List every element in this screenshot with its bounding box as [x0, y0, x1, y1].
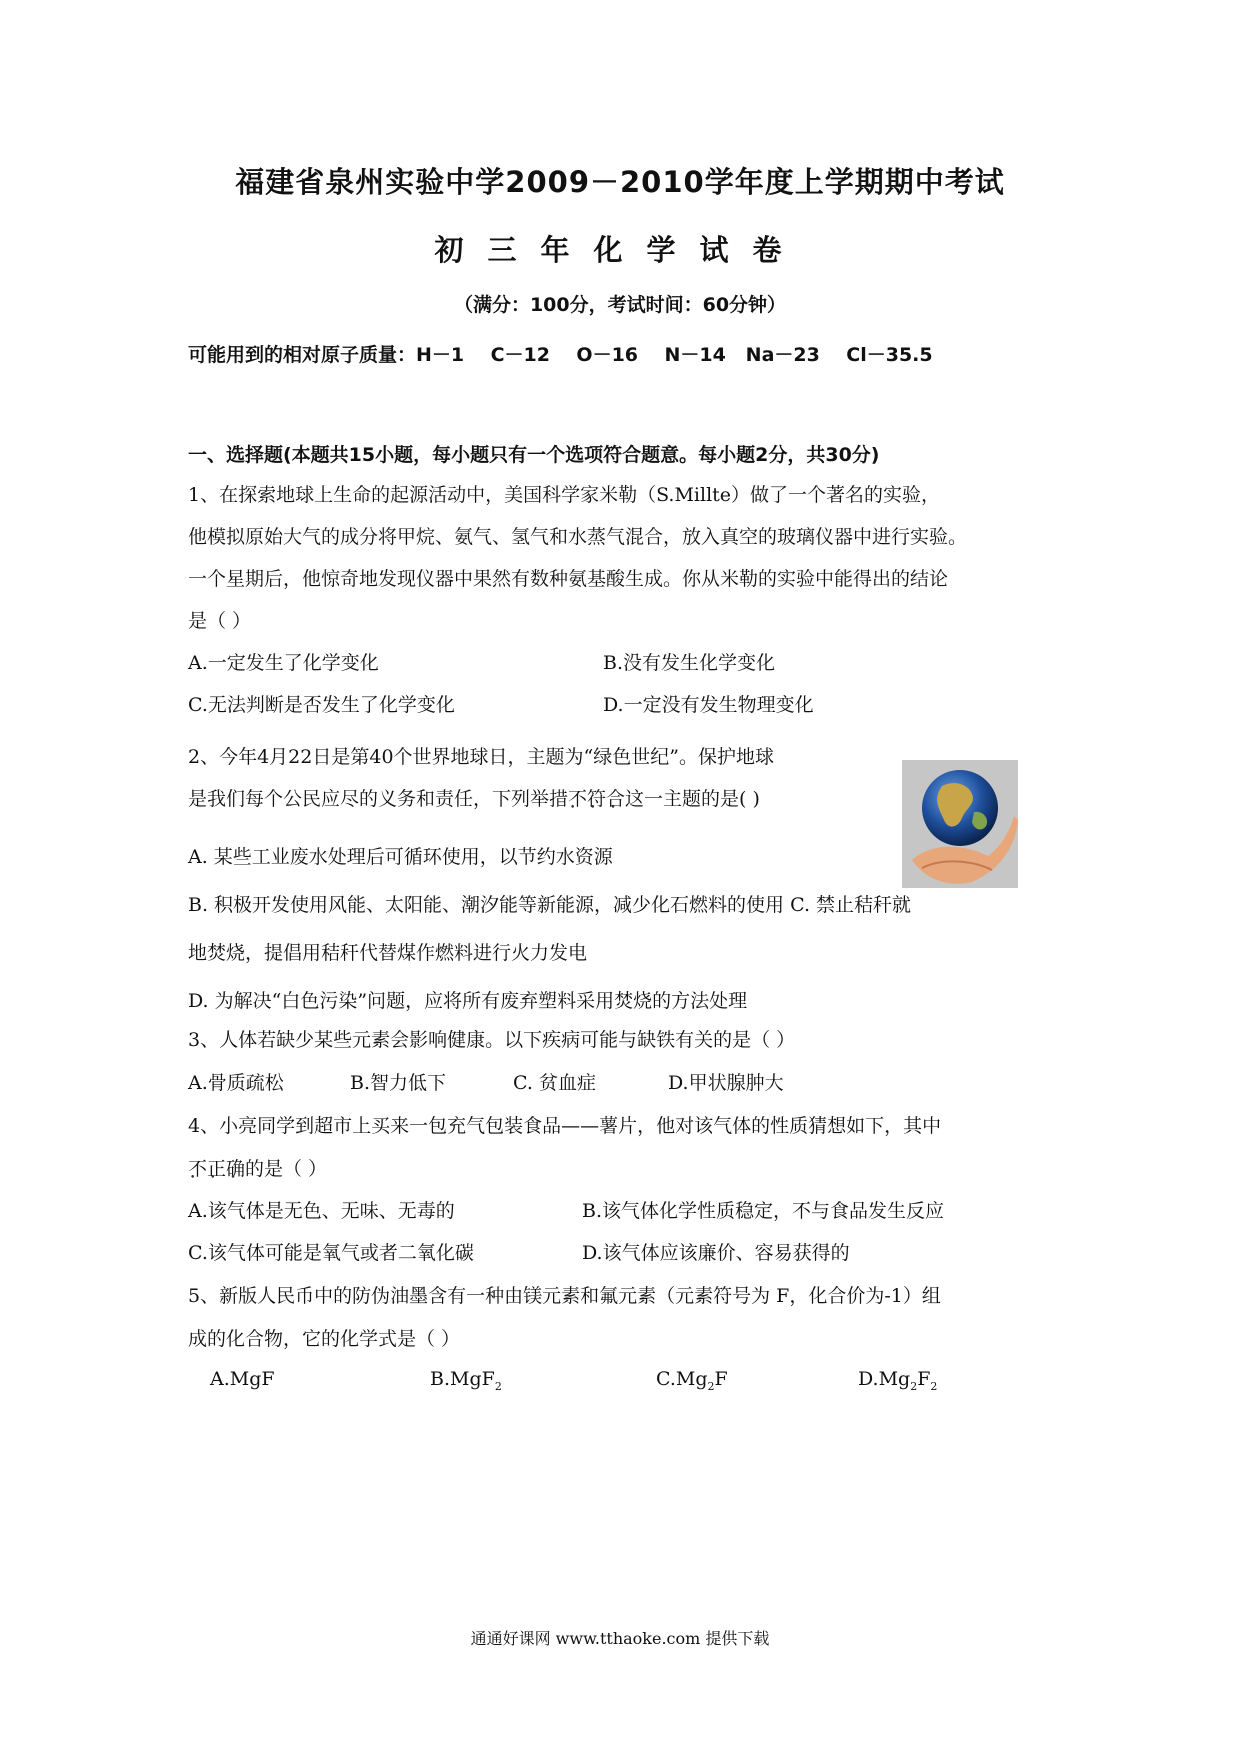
score-info: （满分：100分，考试时间：60分钟） — [453, 294, 787, 316]
q1-line-4: 是（ ） — [188, 610, 252, 632]
q5-option-c — [656, 1368, 728, 1393]
q3-option-b: B.智力低下 — [350, 1072, 447, 1094]
q3-option-a: A.骨质疏松 — [188, 1072, 284, 1094]
q4-option-b: B.该气体化学性质稳定，不与食品发生反应 — [582, 1200, 945, 1222]
q2-line-1: 2、今年4月22日是第40个世界地球日，主题为“绿色世纪”。保护地球 — [188, 746, 774, 768]
q5-option-b-text: B.MgF — [430, 1368, 495, 1390]
q5-line-2: 成的化合物，它的化学式是（ ） — [188, 1328, 461, 1350]
q2-line-2-start: 是我们每个公民应尽的义务和责任，下列举措 — [188, 788, 569, 810]
q2-emphasis: 不符合 • • • — [568, 784, 625, 811]
q1-option-a: A.一定发生了化学变化 — [188, 652, 379, 674]
q2-line-2-end: 这一主题的是( ) — [625, 788, 760, 810]
q5-option-d — [858, 1368, 937, 1393]
q2-option-c-cont: 地焚烧，提倡用秸秆代替煤作燃料进行火力发电 — [188, 942, 588, 964]
section-title: 一、选择题(本题共15小题，每小题只有一个选项符合题意。每小题2分，共30分) — [188, 444, 880, 466]
q5-option-b — [430, 1368, 502, 1393]
q5-option-b-sub: 2 — [494, 1379, 502, 1393]
q5-option-a: A.MgF — [210, 1368, 275, 1390]
q5-line-1: 5、新版人民币中的防伪油墨含有一种由镁元素和氟元素（元素符号为 F，化合价为-1）组 — [188, 1285, 941, 1307]
q5-option-c-text: C.Mg — [656, 1368, 708, 1390]
q1-option-c: C.无法判断是否发生了化学变化 — [188, 694, 455, 716]
earth-icon — [902, 760, 1018, 888]
q5-option-d-sub-1: 2 — [910, 1379, 918, 1393]
q2-option-d: D. 为解决“白色污染”问题，应将所有废弃塑料采用焚烧的方法处理 — [188, 990, 748, 1012]
q5-option-d-mid: F — [917, 1368, 931, 1390]
atomic-masses: 可能用到的相对原子质量：H－1 C－12 O－16 N－14 Na－23 Cl－35.5 — [188, 344, 933, 366]
q4-line-2 — [188, 1154, 327, 1181]
q4-option-d: D.该气体应该廉价、容易获得的 — [582, 1242, 850, 1264]
q4-emphasis: 不正确 • • • — [188, 1154, 245, 1181]
exam-title: 福建省泉州实验中学2009－2010学年度上学期期中考试 — [235, 165, 1005, 199]
q2-option-a: A. 某些工业废水处理后可循环使用，以节约水资源 — [188, 846, 613, 868]
q4-line-2-end: 的是（ ） — [245, 1158, 328, 1180]
q3-option-c: C. 贫血症 — [513, 1072, 596, 1094]
q5-option-c-sub: 2 — [707, 1379, 715, 1393]
q5-option-d-sub-2: 2 — [930, 1379, 938, 1393]
footer-credit: 通通好课网 www.tthaoke.com 提供下载 — [470, 1629, 770, 1648]
q3-line-1: 3、人体若缺少某些元素会影响健康。以下疾病可能与缺铁有关的是（ ） — [188, 1029, 796, 1051]
q2-option-b: B. 积极开发使用风能、太阳能、潮汐能等新能源，减少化石燃料的使用 C. 禁止秸秆就 — [188, 894, 912, 916]
q1-line-2: 他模拟原始大气的成分将甲烷、氨气、氢气和水蒸气混合，放入真空的玻璃仪器中进行实验。 — [188, 526, 968, 548]
q4-line-1: 4、小亮同学到超市上买来一包充气包装食品——薯片，他对该气体的性质猜想如下，其中 — [188, 1115, 942, 1137]
q1-option-d: D.一定没有发生物理变化 — [603, 694, 814, 716]
q5-option-d-text: D.Mg — [858, 1368, 911, 1390]
q1-line-1: 1、在探索地球上生命的起源活动中，美国科学家米勒（S.Millte）做了一个著名的实验， — [188, 484, 941, 506]
earth-in-hand-image — [902, 760, 1018, 888]
q4-option-c: C.该气体可能是氧气或者二氧化碳 — [188, 1242, 474, 1264]
q1-line-3: 一个星期后，他惊奇地发现仪器中果然有数种氨基酸生成。你从米勒的实验中能得出的结论 — [188, 568, 949, 590]
exam-subtitle: 初三年化学试卷 — [434, 233, 806, 267]
q1-option-b: B.没有发生化学变化 — [603, 652, 776, 674]
q2-line-2 — [188, 784, 760, 811]
q4-option-a: A.该气体是无色、无味、无毒的 — [188, 1200, 455, 1222]
q5-option-c-end: F — [714, 1368, 728, 1390]
q3-option-d: D.甲状腺肿大 — [668, 1072, 784, 1094]
